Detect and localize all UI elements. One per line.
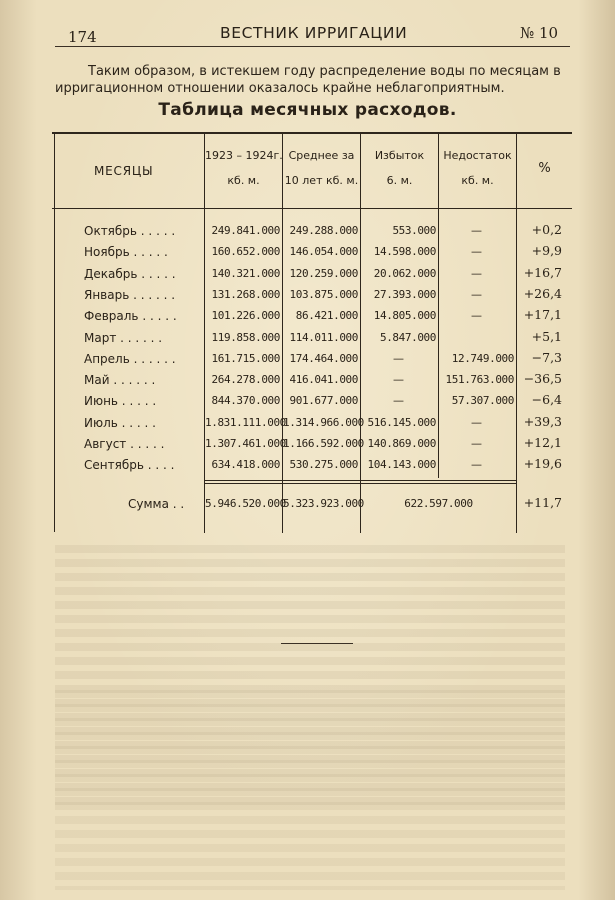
value-deficit: 57.307.000 [451,394,514,407]
table-title: Таблица месячных расходов. [158,100,457,120]
value-percent: −6,4 [531,392,562,407]
month-name: Август . . . . . [84,437,165,451]
value-excess: 140.869.000 [367,437,436,450]
value-deficit: — [471,267,482,280]
month-name: Март . . . . . . [84,331,163,345]
value-1923-1924: 161.715.000 [211,352,280,365]
month-name: Июль . . . . . [84,416,156,430]
value-1923-1924: 1.831.111.000 [205,416,286,429]
value-excess: 27.393.000 [373,288,436,301]
value-percent: −7,3 [531,350,562,365]
value-1923-1924: 844.370.000 [211,394,280,407]
value-deficit: — [471,309,482,322]
value-1923-1924: 119.858.000 [211,331,280,344]
intro-line-1: Таким образом, в истекшем году распределение воды по месяцам в [88,64,561,79]
value-percent: +5,1 [531,329,562,344]
total-percent: +11,7 [523,495,562,510]
month-name: Декабрь . . . . . [84,267,176,281]
value-1923-1924: 140.321.000 [211,267,280,280]
header-percent: % [538,161,551,176]
table-top-rule [52,132,572,134]
value-1923-1924: 634.418.000 [211,458,280,471]
value-deficit: — [471,288,482,301]
header-rule [55,46,570,47]
month-name: Июнь . . . . . [84,394,157,408]
value-average: 416.041.000 [289,373,358,386]
value-average: 120.259.000 [289,267,358,280]
page-number: 174 [68,28,97,46]
value-average: 146.054.000 [289,245,358,258]
month-name: Сентябрь . . . . [84,458,175,472]
section-divider [281,643,353,644]
total-combined: 622.597.000 [404,497,473,510]
value-deficit: 151.763.000 [445,373,514,386]
header-deficit-unit: кб. м. [461,174,494,187]
header-1923-1924-unit: кб. м. [227,174,260,187]
intro-line-2: ирригационном отношении оказалось крайне неблагоприятным. [55,81,505,96]
value-deficit: — [471,416,482,429]
value-deficit: 12.749.000 [451,352,514,365]
value-excess: — [393,352,404,365]
value-deficit: — [471,245,482,258]
value-average: 114.011.000 [289,331,358,344]
left-border [54,132,55,532]
value-1923-1924: 160.652.000 [211,245,280,258]
value-excess: 14.598.000 [373,245,436,258]
value-deficit: — [471,437,482,450]
value-1923-1924: 264.278.000 [211,373,280,386]
value-1923-1924: 131.268.000 [211,288,280,301]
value-percent: +19,6 [523,456,562,471]
value-excess: 14.805.000 [373,309,436,322]
value-1923-1924: 249.841.000 [211,224,280,237]
value-percent: +17,1 [523,307,562,322]
header-1923-1924: 1923 – 1924г. [205,149,283,162]
value-excess: 20.062.000 [373,267,436,280]
value-excess: — [393,373,404,386]
value-average: 1.314.966.000 [283,416,364,429]
header-bottom-rule [52,208,572,209]
value-percent: +39,3 [523,414,562,429]
value-1923-1924: 101.226.000 [211,309,280,322]
value-excess: 516.145.000 [367,416,436,429]
journal-title: ВЕСТНИК ИРРИГАЦИИ [220,24,408,42]
value-percent: +12,1 [523,435,562,450]
total-rule-a [205,480,517,481]
value-average: 1.166.592.000 [283,437,364,450]
value-average: 86.421.000 [295,309,358,322]
month-name: Апрель . . . . . . [84,352,176,366]
header-average-unit: 10 лет кб. м. [284,174,359,187]
value-excess: 5.847.000 [379,331,436,344]
value-percent: −36,5 [523,371,562,386]
value-percent: +26,4 [523,286,562,301]
month-name: Ноябрь . . . . . [84,245,168,259]
header-months: МЕСЯЦЫ [94,164,154,178]
value-1923-1924: 1.307.461.000 [205,437,286,450]
total-label: Сумма . . [128,497,185,511]
value-excess: 553.000 [392,224,436,237]
value-excess: — [393,394,404,407]
value-deficit: — [471,458,482,471]
header-deficit: Недостаток [443,149,512,162]
header-average: Среднее за [288,149,355,162]
total-1923-1924: 5.946.520.000 [205,497,286,510]
header-excess: Избыток [374,149,425,162]
month-name: Май . . . . . . [84,373,156,387]
value-percent: +16,7 [523,265,562,280]
value-average: 901.677.000 [289,394,358,407]
header-excess-unit: 6. м. [386,174,413,187]
month-name: Февраль . . . . . [84,309,177,323]
value-percent: +9,9 [531,243,562,258]
value-average: 103.875.000 [289,288,358,301]
value-average: 174.464.000 [289,352,358,365]
month-name: Январь . . . . . . [84,288,176,302]
total-rule-b [205,483,517,484]
value-average: 530.275.000 [289,458,358,471]
value-excess: 104.143.000 [367,458,436,471]
value-percent: +0,2 [531,222,562,237]
value-deficit: — [471,224,482,237]
month-name: Октябрь . . . . . [84,224,176,238]
issue-number: № 10 [520,24,559,42]
value-average: 249.288.000 [289,224,358,237]
total-average: 5.323.923.000 [283,497,364,510]
